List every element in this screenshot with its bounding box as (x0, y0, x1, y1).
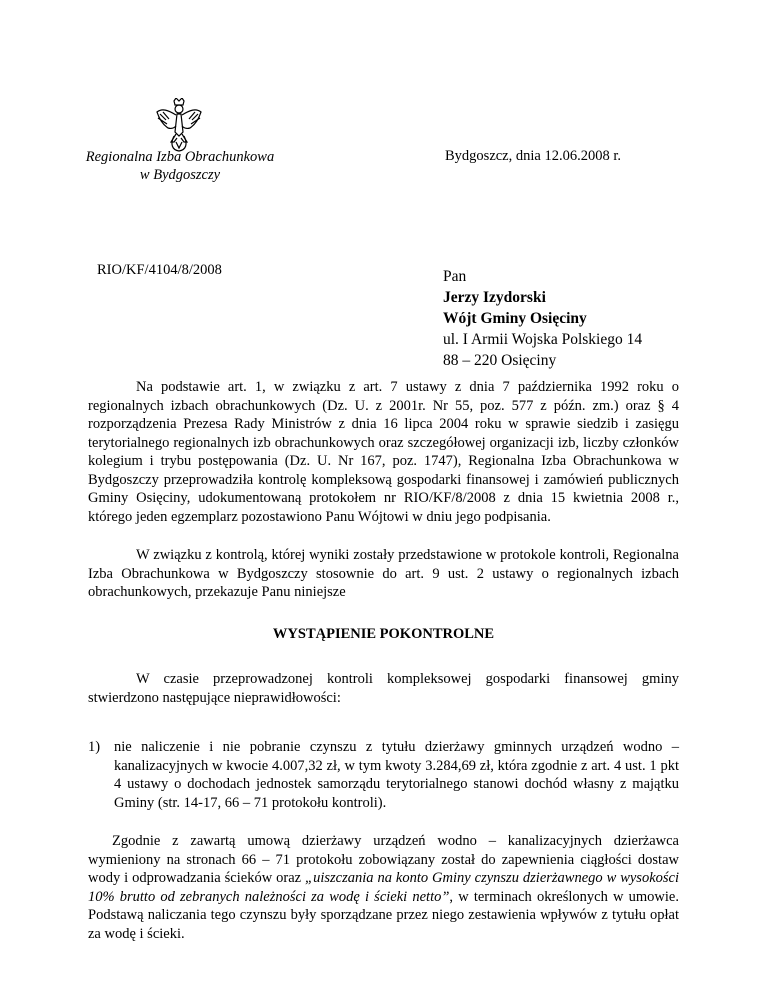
finding-item-text: nie naliczenie i nie pobranie czynszu z tytułu dzierżawy gminnych urządzeń wodno – kanalizacyjnych w kwocie 4.007,32 zł, w tym kwoty 3.284,69 zł, która zgodnie z art. 4 ust. 1 pkt 4 ustawy o dochodach jednostek samorządu terytorialnego stanowi dochód własny z majątku Gminy (str. 14-17, 66 – 71 protokołu kontroli). (114, 739, 679, 811)
reference-number: RIO/KF/4104/8/2008 (97, 262, 222, 278)
recipient-name: Jerzy Izydorski (443, 289, 546, 306)
lease-quote: „uiszczania na konto Gminy czynszu dzierżawnego w wysokości 10% brutto od zebranych należności za wodę i ścieki netto” (88, 870, 679, 905)
recipient-salutation: Pan (443, 268, 467, 285)
finding-item-number: 1) (88, 739, 101, 755)
recipient-street: ul. I Armii Wojska Polskiego 14 (443, 331, 643, 348)
finding-item-1 (88, 738, 679, 812)
lease-text-start: Zgodnie z zawartą umową dzierżawy urządzeń wodno – kanalizacyjnych dzierżawca wymieniony na stronach 66 – 71 protokołu zobowiązany został do zapewnienia ciągłości dostaw wody i odprowadzania ścieków oraz (88, 833, 679, 886)
paragraph-legal-basis: Na podstawie art. 1, w związku z art. 7 ustawy z dnia 7 października 1992 roku o regionalnych izbach obrachunkowych (Dz. U. z 2001r. Nr 55, poz. 577 z późn. zm.) oraz § 4 rozporządzenia Prezesa Rady Ministrów z dnia 16 lipca 2004 roku w sprawie siedzib i zasięgu terytorialnego regionalnych izb obrachunkowych oraz szczegółowej organizacji izb, liczby członków kolegium i trybu postępowania (Dz. U. Nr 167, poz. 1747), Regionalna Izba Obrachunkowa w Bydgoszczy przeprowadziła kontrolę kompleksową gospodarki finansowej i zamówień publicznych Gminy Osięciny, udokumentowaną protokołem nr RIO/KF/8/2008 z dnia 15 kwietnia 2008 r., którego jeden egzemplarz pozostawiono Panu Wójtowi w dniu jego podpisania. (88, 379, 679, 525)
place-date: Bydgoszcz, dnia 12.06.2008 r. (445, 148, 621, 164)
institution-line-1: Regionalna Izba Obrachunkowa (85, 149, 275, 165)
paragraph-transmission: W związku z kontrolą, której wyniki zostały przedstawione w protokole kontroli, Regionalna Izba Obrachunkowa w Bydgoszczy stosownie do art. 9 ust. 2 ustawy o regionalnych izbach obrachunkowych, przekazuje Panu niniejsze (88, 547, 679, 600)
document-heading: WYSTĄPIENIE POKONTROLNE (272, 626, 495, 642)
paragraph-findings-intro: W czasie przeprowadzonej kontroli kompleksowej gospodarki finansowej gminy stwierdzono następujące nieprawidłowości: (88, 671, 679, 706)
recipient-postal: 88 – 220 Osięciny (443, 352, 557, 369)
recipient-address (443, 266, 642, 371)
lease-text-end: , w terminach określonych w umowie. Podstawą naliczania tego czynszu były sporządzane przez niego zestawienia wpływów z tytułu opłat za wodę i ścieki. (88, 888, 679, 942)
institution-line-2: w Bydgoszczy (139, 167, 221, 183)
institution-name (60, 148, 300, 184)
polish-eagle-emblem-icon (156, 98, 202, 152)
recipient-title: Wójt Gminy Osięciny (443, 310, 587, 327)
paragraph-lease-agreement (88, 832, 679, 943)
